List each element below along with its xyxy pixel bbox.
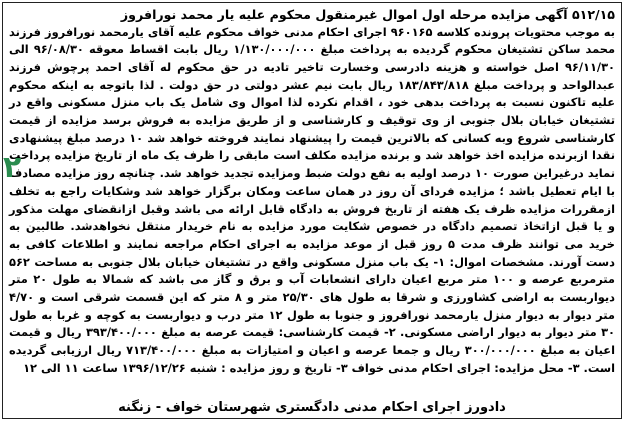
notice-title: ۵۱۲/۱۵ آگهی مزایده مرحله اول اموال غیرمنقول محکوم علیه یار محمد نورافروز	[120, 7, 615, 22]
side-number-mark: ۲	[3, 150, 22, 185]
notice-frame	[2, 2, 622, 419]
auction-notice	[9, 6, 615, 378]
notice-footer-signature: دادورز اجرای احکام مدنی دادگستری شهرستان خواف - زنگنه	[118, 400, 506, 415]
notice-paragraph: به موجب محتویات پرونده کلاسه ۹۶۰۱۶۵ اجرای احکام مدنی خواف محکوم علیه آقای یارمحمد نورافروز فرزند محمد ساکن تشتیغان محکوم گردیده به پرداخت مبلغ ۱/۱۳۰/۰۰۰/۰۰۰ ریال بابت اقساط معوقه ۹۶/۰۸/۳۰ الی ۹۶/۱۱/۳۰ اصل خواسته و هزینه دادرسی وخسارت تاخیر تادیه در حق محکوم له آقای احمد پرچوش فرزند عبدالواحد و پرداخت مبلغ ۱۸۳/۸۴۳/۸۱۸ ریال بابت نیم عشر دولتی در حق دولت . لذا باتوجه به اینکه محکوم علیه تاکنون نسبت به پرداخت بدهی خود ، اقدام نکرده لذا اموال وی شامل یک باب منزل مسکونی واقع در تشتیغان خیابان بلال جنوبی از وی توقیف و کارشناسی و از طریق مزایده به فروش برسد مزایده از قیمت کارشناسی شروع وبه کسانی که بالاترین قیمت را پیشنهاد نمایند فروخته خواهد شد ۱۰ درصد مبلغ پیشنهادی نقدا ازبرنده مزایده اخذ خواهد شد و برنده مزایده مکلف است مابقی را ظرف یک ماه از تاریخ مزایده پرداخت نماید درغیراین صورت ۱۰ درصد اولیه به نفع دولت ضبط ومزایده تجدید خواهد شد. چنانچه روز مزایده مصادف با ایام تعطیل باشد ؛ مزایده فردای آن روز در همان ساعت ومکان برگزار خواهد شد وشکایات راجع به تخلف ازمقررات مزایده ظرف یک هفته از تاریخ فروش به دادگاه قابل ارائه می باشد وقبل ازانقضای مهلت مذکور و یا قبل ازاتخاذ تصمیم دادگاه در خصوص شکایت مورد مزایده به نام خریدار منتقل نخواهدشد. طالبین به خرید می توانند ظرف مدت ۵ روز قبل از موعد مزایده به اجرای احکام مراجعه نمایند و اطلاعات کافی به دست آورند. مشخصات اموال: ۱- یک باب منزل مسکونی واقع در تشتیغان خیابان بلال جنوبی به مساحت ۵۶۲ مترمربع عرصه و ۱۰۰ متر مربع اعیان دارای انشعابات آب و برق و گاز می باشد که شمالا به طول ۲۰ متر دیواربست به اراضی کشاورزی و شرقا به طول های ۲۵/۳۰ متر و ۸ متر که این قسمت شرقی است و ۴/۷۰ متر دیوار به دیوار منزل یارمحمد نورافروز و جنوبا به طول ۱۲ متر درب و دیواربست به کوچه و غربا به طول ۳۰ متر دیوار به دیوار اراضی مسکونی. ۲- قیمت کارشناسی: قیمت عرصه به مبلغ ۳۹۳/۴۰۰/۰۰۰ ریال و قیمت اعیان به مبلغ ۳۰۰/۰۰۰/۰۰۰ ریال و جمعا عرصه و اعیان و امتیازات به مبلغ ۷۱۳/۴۰۰/۰۰۰ ریال ارزیابی گردیده است. ۳- محل مزایده: اجرای احکام مدنی خواف ۳- تاریخ و روز مزایده : شنبه ۱۳۹۶/۱۲/۲۶ ساعت ۱۱ الی ۱۲	[9, 24, 616, 375]
notice-body	[9, 24, 615, 378]
